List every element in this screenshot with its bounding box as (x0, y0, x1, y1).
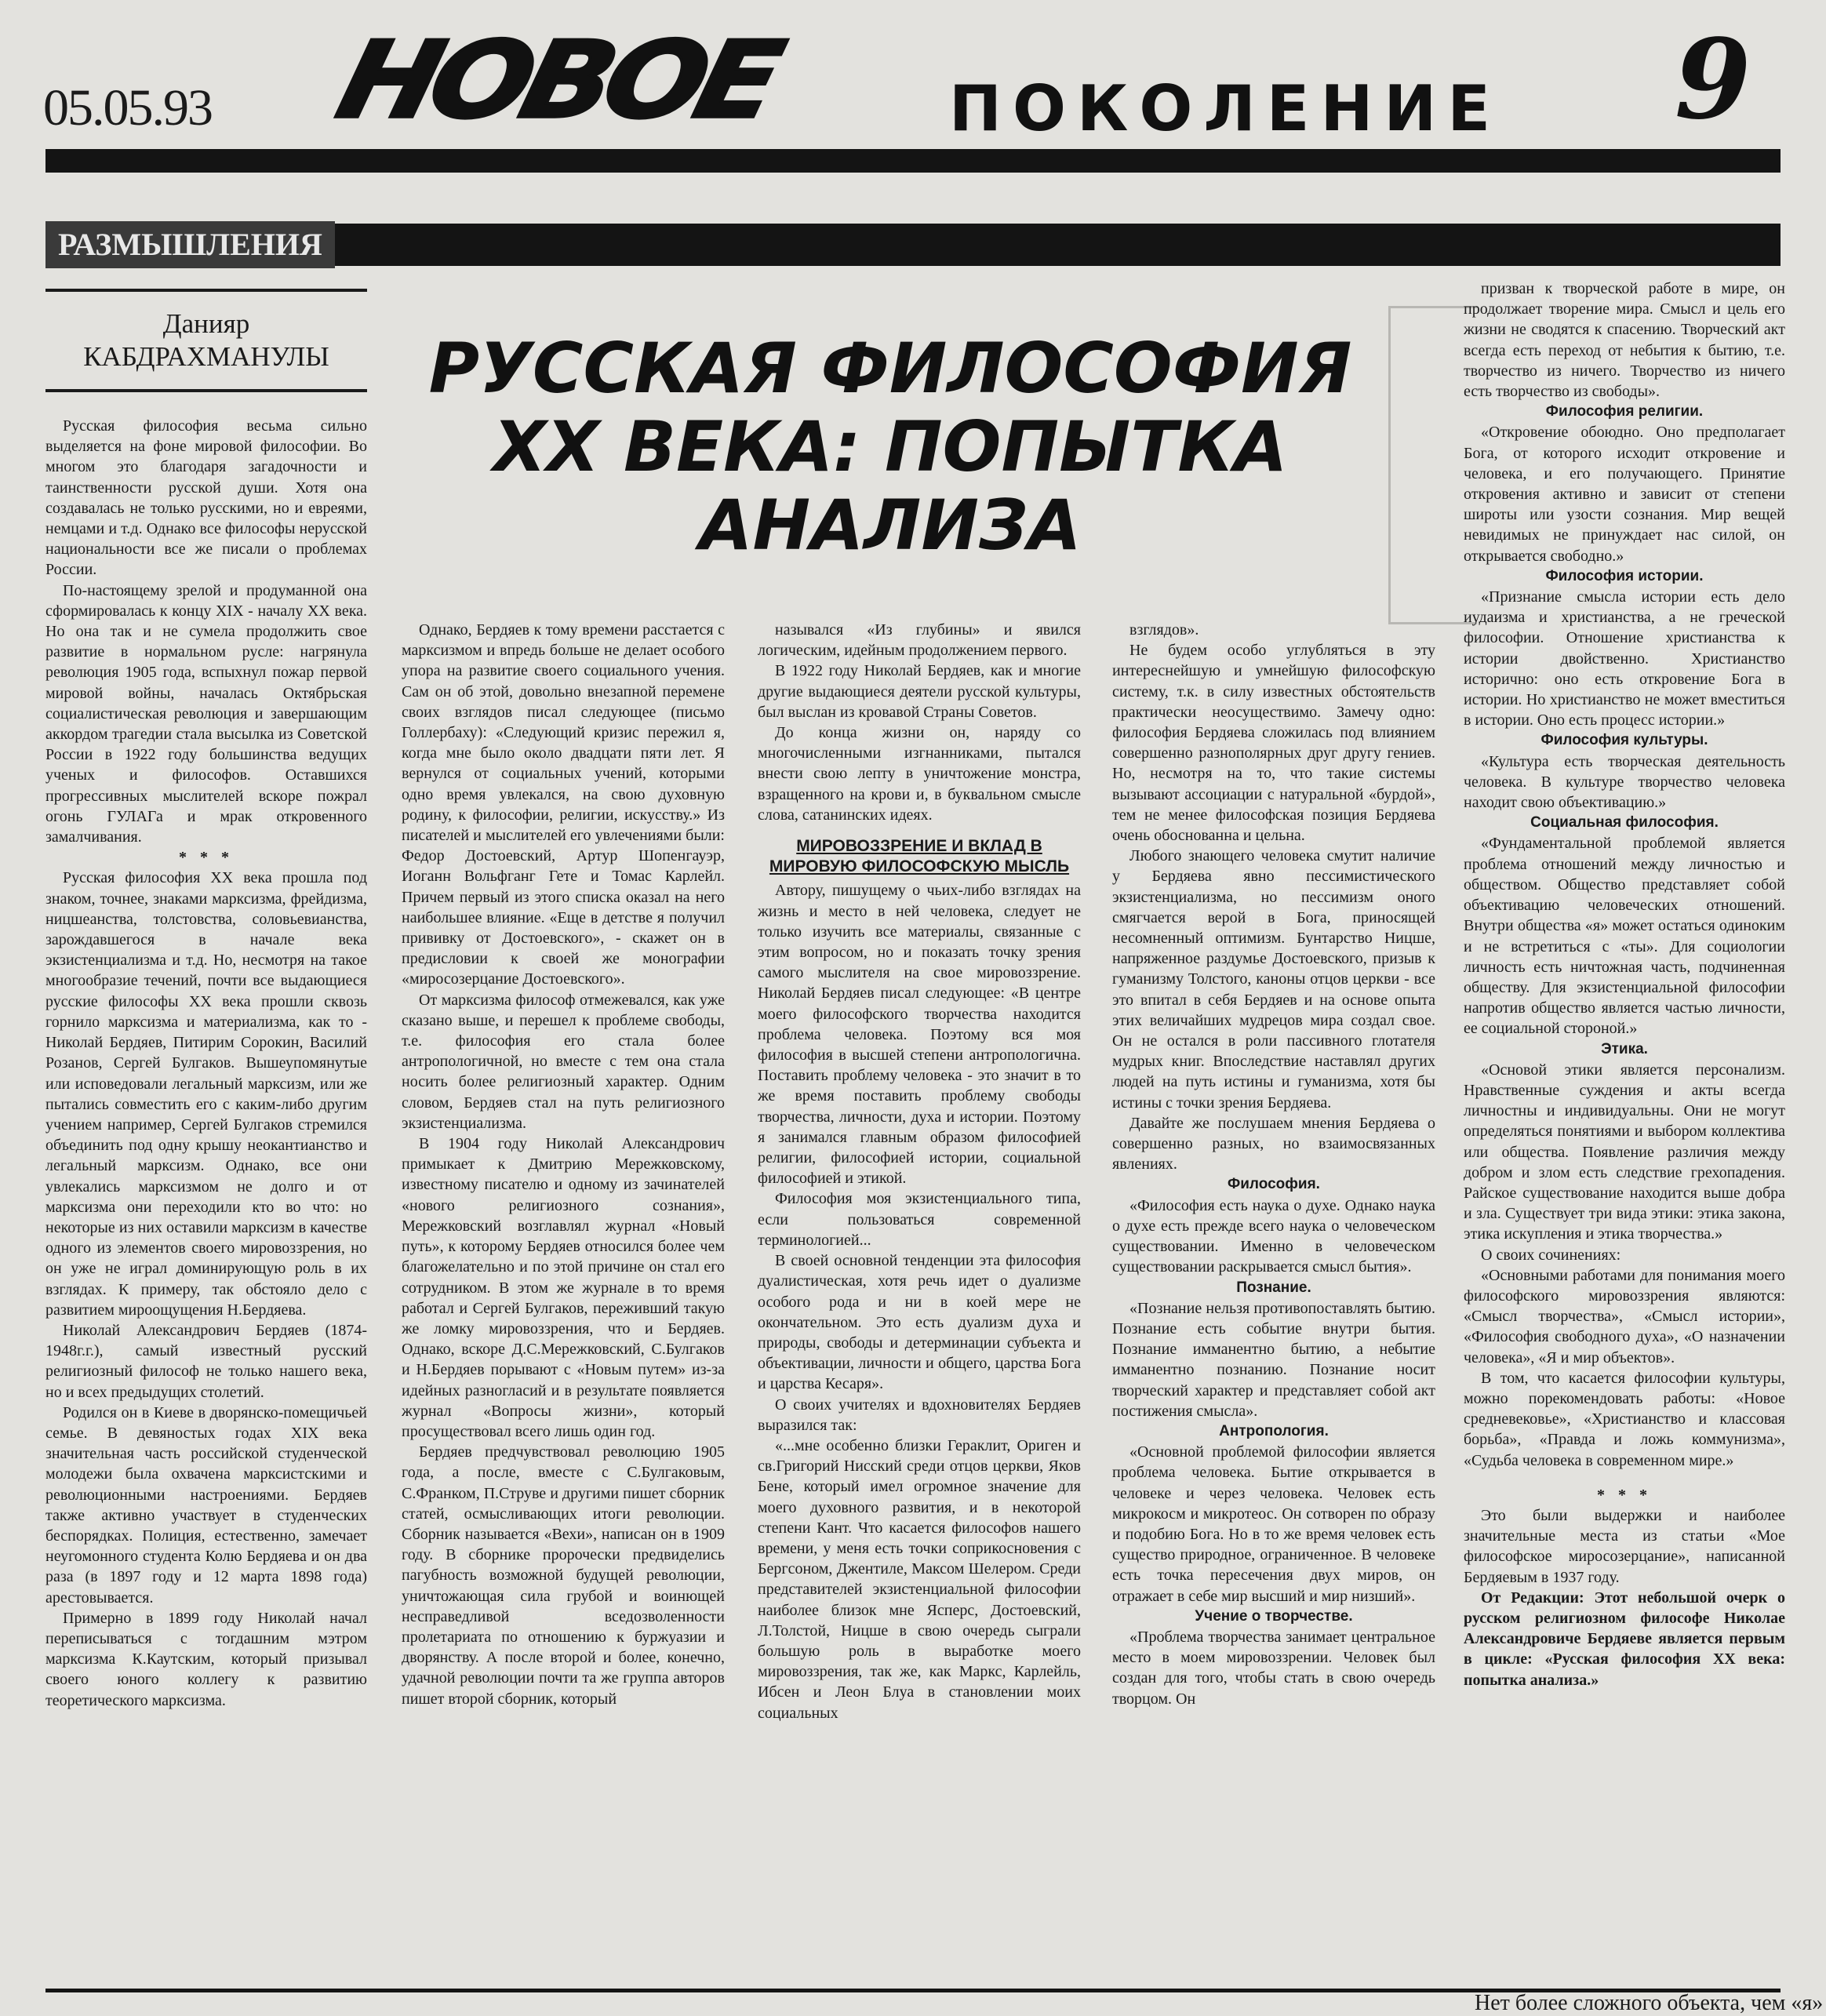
paragraph: «Фундаментальной проблемой является проблема отношений между личностью и обществом. Общество представляет собой объективацию человеческих отношений. Внутри общества «я» может остаться одиноким и не встретиться с «ты». Для социологии личность есть ничтожная часть, подчиненная обществу. Для экзистенциальной философии напротив общество является частью личности, ее социальной стороной.» (1464, 835, 1785, 1038)
paragraph: «Культура есть творческая деятельность человека. В культуре творчество человека находит свою объективацию.» (1464, 752, 1785, 812)
paragraph: Любого знающего человека смутит наличие у Бердяева явно пессимистического экзистенциализма, но пессимизм оного смягчается верой в Бога, приносящей несомненный оптимизм. Бунтарство Ницше, напряженное раздумье Достоевского, призыв к гуманизму Толстого, каноны отцов церкви - все это впитал в себя Бердяев и на основе опыта этих величайших мудрецов мира создал свое. Он не остался в роли пассивного глотателя мудрых книг. Впоследствие наставлял других людей на путь истины и гуманизма, хотя бы истины с точки зрения Бердяева. (1112, 847, 1435, 1112)
paragraph: «Познание нельзя противопоставлять бытию. Познание есть событие внутри бытия. Познание имманентно бытию, а небытие имманентно познанию. Познание носит творческий характер и представляет собой акт постижения смысла». (1112, 1299, 1435, 1420)
author-byline (45, 307, 367, 373)
article-headline: РУССКАЯ ФИЛОСОФИЯ XX ВЕКА: ПОПЫТКА АНАЛИЗА (428, 328, 1352, 566)
paragraph: От марксизма философ отмежевался, как уже сказано выше, и перешел к проблеме свободы, т.е. философия его стала более антропологичной, но вместе с тем она стала носить более религиозный характер. Одним словом, Бердяев стал на путь религиозного экзистенциализма. (402, 991, 725, 1132)
paragraph: назывался «Из глубины» и явился логическим, идейным продолжением первого. (758, 621, 1081, 660)
paragraph: «Основой этики является персонализм. Нравственные суждения и акты всегда личностны и индивидуальны. Они не могут определяться понятиями и выбором коллектива или общества. Появление различия между добром и злом есть следствие грехопадения. Райское существование находится выше добра и зла. Существует три вида этики: этика закона, этика искупления и этика творчества.» (1464, 1061, 1785, 1243)
text-column-3 (758, 620, 1081, 1961)
paragraph: призван к творческой работе в мире, он продолжает творение мира. Смысл и цель его жизни не сводятся к спасению. Творческий акт всегда есть переход от небытия к бытию, т.е. творчество из ничего. Творчество из ничего есть творчество из свободы». (1464, 280, 1785, 401)
paragraph: взглядов». (1129, 621, 1199, 639)
subheading: Учение о творчестве. (1195, 1607, 1353, 1625)
subheading: Философия культуры. (1540, 732, 1708, 749)
newspaper-subtitle: ПОКОЛЕНИЕ (949, 72, 1502, 145)
paragraph: Это были выдержки и наиболее значительные места из статьи «Мое философское миросозерцание», написанной Бердяевым в 1937 году. (1464, 1506, 1785, 1586)
paragraph: О своих учителях и вдохновителях Бердяев выразился так: (758, 1396, 1081, 1434)
paragraph: «Проблема творчества занимает центральное место в моем мировоззрении. Человек был создан для того, чтобы стать в свою очередь творцом. Он (1112, 1628, 1435, 1708)
paragraph: О своих сочинениях: (1481, 1246, 1621, 1264)
subheading: Философия истории. (1545, 567, 1704, 584)
paragraph: Родился он в Киеве в дворянско-помещичьей семье. В девяностых годах XIX века значительная часть российской студенческой молодежи была охвачена марксистскими и революционными настроениями. Бердяев также активно участвует в студенческих беспорядках. Полиция, естественно, замечает неугомонного студента Колю Бердяева и он два раза (в 1897 году и 12 марта 1898 года) арестовывается. (45, 1403, 367, 1607)
section-divider: * * * (1597, 1486, 1652, 1504)
paragraph: До конца жизни он, наряду со многочисленными изгнанниками, пытался внести свою лепту в уничтожение монстра, взращенного на крови и, в буквальном смысле слова, сатанинских идеях. (758, 724, 1081, 824)
paragraph: Примерно в 1899 году Николай начал переписываться с тогдашним мэтром марксизма К.Каутским, который призывал своего юного коллегу к развитию теоретического марксизма. (45, 1609, 367, 1709)
masthead-rule (45, 149, 1781, 173)
paragraph: Однако, Бердяев к тому времени расстается с марксизмом и впредь больше не делает особого упора на развитие своего социального учения. Сам он об этой, довольно внезапной перемене своих взглядов писал следующее (письмо Голлербаху): «Следующий кризис пережил я, когда мне было около двадцати пяти лет. Я вернулся от социальных учений, которыми одно время увлекался, на свою духовную родину, к философии, религии, искусству.» Из писателей и мыслителей его увлечениями были: Федор Достоевский, Артур Шопенгауэр, Иоганн Вольфганг Гете и Томас Карлейл. Причем первый из этого списка оказал на него наибольшее влияние. «Еще в детстве я получил прививку от Достоевского», - скажет он в предисловии к своей же монографии «миросозерцание Достоевского». (402, 621, 725, 988)
logo-text: НОВОЕ (326, 19, 788, 142)
author-rule-bottom (45, 389, 367, 392)
paragraph: «Откровение обоюдно. Оно предполагает Бога, от которого исходит откровение и человека, и его получающего. Принятие откровения активно и зависит от степени широты или узости сознания. Мир вещей невидимых не принуждает нас силой, он открывается свободно.» (1464, 424, 1785, 565)
paragraph: «...мне особенно близки Гераклит, Ориген и св.Григорий Нисский среди отцов церкви, Яков Бене, который имел огромное значение для моего духовного развития, и в некоторой степени Кант. Что касается философов нашего времени, у меня есть точки соприкосновения с Бергсоном, Джентиле, Максом Шелером. Среди представителей экзистенциальной философии наиболее близок мне Ясперс, Достоевский, Л.Толстой, Ницше в свою очередь сыграли большую роль в выработке моего мировоззрения, так же, как Маркс, Карлейль, Ибсен и Леон Блуа в становлении моих социальных (758, 1436, 1081, 1722)
author-first-name: Данияр (162, 308, 250, 339)
paragraph: «Основными работами для понимания моего философского мировоззрения являются: «Смысл творчества», «Смысл истории», «Философия свободного духа», «О назначении человека», «Я и мир объектов». (1464, 1266, 1785, 1366)
paragraph: Николай Александрович Бердяев (1874-1948г.г.), самый известный русский религиозный философ не только нашего века, но и всех предыдущих столетий. (45, 1321, 367, 1401)
text-column-2 (402, 620, 725, 1961)
text-column-1 (45, 416, 367, 1953)
paragraph: «Основной проблемой философии является проблема человека. Бытие открывается в человеке и через человека. Человек есть микрокосм и микротеос. Он сотворен по образу и подобию Бога. Но в то же время человек есть существо природное, ограниченное. В человеке есть точка пересечения двух миров, он отражает в себе мир высший и мир низший». (1112, 1443, 1435, 1605)
subheading: Антропология. (1219, 1422, 1329, 1439)
paragraph: По-настоящему зрелой и продуманной она сформировалась к концу XIX - началу XX века. Но она так и не сумела продолжить свое развитие в нормальном русле: нагрянула революция 1905 года, вспыхнул пожар первой мировой войны, началась Октябрьская социалистическая революция и завершающим аккордом трагедии стала высылка из Советской России в 1922 году большинства ведущих ученых и философов. Оставшихся прогрессивных мыслителей вскоре пожрал огонь ГУЛАГа и мрак откровенного замалчивания. (45, 581, 367, 846)
newspaper-logo (227, 19, 886, 142)
paragraph: Не будем особо углубляться в эту интереснейшую и умнейшую философскую систему, т.к. в силу известных обстоятельств практически неосуществимо. Замечу одно: философия Бердяева сложилась под влиянием совершенно разнополярных друг другу гениев. Но, несмотря на то, что такие системы вызывают ассоциации с натуральной «бурдой», тем не менее философская позиция Бердяева очень обоснованна и цельна. (1112, 642, 1435, 845)
editorial-note: От Редакции: Этот небольшой очерк о русском религиозном философе Николае Александровиче Бердяеве является первым в цикле: «Русская философия XX века: попытка анализа.» (1464, 1588, 1785, 1689)
subheading: Философия религии. (1545, 403, 1704, 420)
paragraph: Русская философия весьма сильно выделяется на фоне мировой философии. Во многом это благодаря загадочности и таинственности русской души. Хотя она создавалась не только русскими, но и евреями, немцами и т.д. Однако все философы нерусской национальности все же писали о проблемах России. (45, 417, 367, 579)
subheading: Философия. (1228, 1176, 1320, 1193)
subheading: Социальная философия. (1530, 814, 1719, 832)
author-rule-top (45, 289, 367, 292)
page-number: 9 (1675, 16, 1751, 144)
issue-date: 05.05.93 (43, 79, 212, 136)
rubric-label: РАЗМЫШЛЕНИЯ (45, 221, 335, 268)
subheading: Этика. (1601, 1040, 1648, 1057)
paragraph: Философия моя экзистенциального типа, если пользоваться современной терминологией... (758, 1190, 1081, 1249)
section-divider: * * * (179, 849, 234, 867)
author-last-name: КАБДРАХМАНУЛЫ (83, 341, 329, 372)
paragraph: В своей основной тенденции эта философия дуалистическая, хотя речь идет о дуализме особого рода и ни в коей мере не окончательном. Это есть дуализм духа и природы, свободы и детерминации субъекта и объективации, личности и общего, царства Бога и царства Кесаря». (758, 1252, 1081, 1393)
paragraph: «Признание смысла истории есть дело иудаизма и христианства, а не греческой философии. Отношение христианства к истории двойственно. Христианство исторично: оно есть откровение Бога в истории. Но христианство не может вместиться в истории. Оно есть процесс истории.» (1464, 588, 1785, 730)
next-article-fragment: Нет более сложного объекта, чем «я» (1475, 1991, 1824, 2015)
paragraph: В 1904 году Николай Александрович примыкает к Дмитрию Мережковскому, известному писателю и одному из зачинателей «нового религиозного сознания», Мережковский возглавлял журнал «Новый путь», к которому Бердяев относился более чем благожелательно и по этой причине он стал его сотрудником. В этом же журнале в то время работал и Сергей Булгаков, переживший такую же ломку мировоззрения, что и Бердяев. Однако, вскоре Д.С.Мережковский, С.Булгаков и Н.Бердяев порывают с «Новым путем» из-за идейных разногласий и в результате появляется журнал «Вопросы жизни», который просуществовал всего лишь один год. (402, 1135, 725, 1440)
text-column-4 (1112, 620, 1435, 1961)
paragraph: Русская философия XX века прошла под знаком, точнее, знаками марксизма, фрейдизма, ницшеанства, толстовства, соловьевианства, зарождавшегося в начале века экзистенциализма и т.д. Но, несмотря на такое многообразие течений, почти все выдающиеся русские философы XX века прошли сквозь горнило марксизма и материализма, как то - Николай Бердяев, Питирим Сорокин, Василий Розанов, Сергей Булгаков. Вышеупомянутые или исповедовали легальный марксизм, или же пытались совместить его с каким-либо другим учением например, Сергей Булгаков стремился объединить под одну крышу неокантианство и легальный марксизм. Однако, все они увлекались марксизмом не долго и от марксизма они переходили кто во что: но некоторые из них оставили марксизм в качестве одного из элементов своего мировоззрения, но он уже не играл доминирующую роль в их взглядах. К примеру, так обстояло дело с развитием мироощущения Н.Бердяева. (45, 869, 367, 1319)
section-heading: МИРОВОЗЗРЕНИЕ И ВКЛАД В МИРОВУЮ ФИЛОСОФСКУЮ МЫСЛЬ (769, 837, 1070, 876)
paragraph: В том, что касается философии культуры, можно порекомендовать работы: «Новое средневековье», «Христианство и классовая борьба», «Правда и ложь коммунизма», «Судьба человека в современном мире.» (1464, 1369, 1785, 1469)
paragraph: Автору, пишущему о чьих-либо взглядах на жизнь и место в ней человека, следует не только изучить все материалы, связанные с этим вопросом, но и показать точку зрения самого мыслителя на свое мировоззрение. Николай Бердяев писал следующее: «В центре моего философского творчества находится проблема человека. Поэтому вся моя философия в высшей степени антропологична. Поставить проблему человека - это значит в то же время поставить проблему свободы творчества, личности, духа и истории. Поэтому я занимался главным образом философией религии, философией истории, социальной философией и этикой. (758, 882, 1081, 1188)
paragraph: «Философия есть наука о духе. Однако наука о духе есть прежде всего наука о человеческом существовании. Именно в человеческом существовании раскрывается смысл бытия». (1112, 1196, 1435, 1276)
paragraph: В 1922 году Николай Бердяев, как и многие другие выдающиеся деятели русской культуры, был выслан из кровавой Страны Советов. (758, 662, 1081, 721)
paragraph: Давайте же послушаем мнения Бердяева о совершенно разных, но взаимосвязанных явлениях. (1112, 1114, 1435, 1174)
subheading: Познание. (1236, 1279, 1311, 1296)
text-column-5 (1464, 278, 1785, 1965)
paragraph: Бердяев предчувствовал революцию 1905 года, а после, вместе с С.Булгаковым, С.Франком, П.Струве и другими пишет сборник статей, осмысливающих итоги революции. Сборник называется «Вехи», написан он в 1909 году. В сборнике пророчески предвиделись пагубность возможной будущей революции, уничтожающая сила грубой и воинющей несправедливой вседозволенности пролетариата по отношению к буржуазии и дворянству. А после второй и более, конечно, удачной революции почти та же группа авторов пишет второй сборник, который (402, 1443, 725, 1708)
